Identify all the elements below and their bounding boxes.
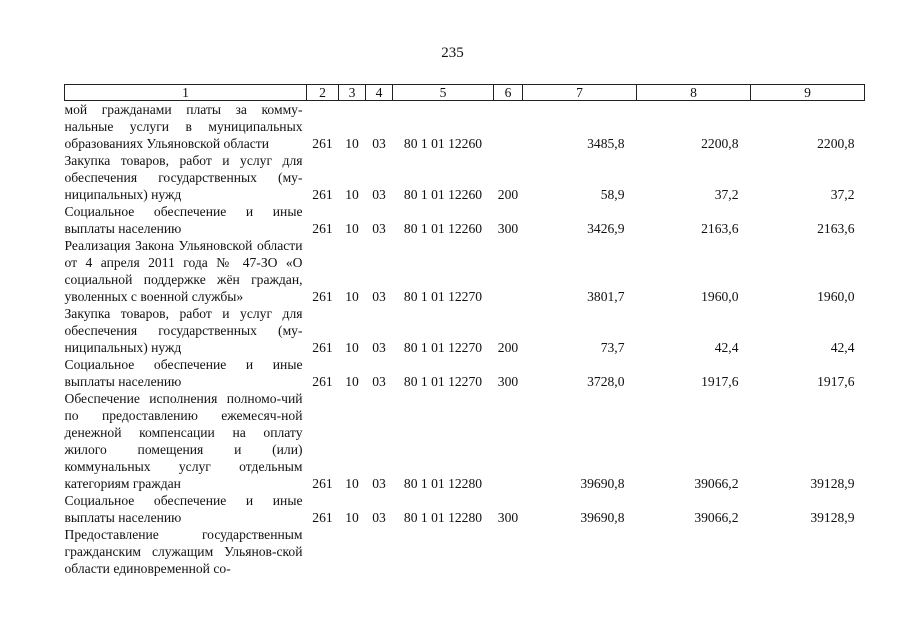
table-row bbox=[65, 356, 865, 390]
section-code-cell: 10 bbox=[345, 187, 359, 202]
amount-cell: 3426,9 bbox=[587, 221, 625, 236]
description-cell: Социальное обеспечение и иные выплаты населению bbox=[64, 204, 303, 236]
description-cell: Предоставление государственным гражданским служащим Ульянов-ской области единовременной со- bbox=[64, 527, 303, 576]
expense-type-cell: 300 bbox=[497, 374, 519, 389]
amount-cell: 73,7 bbox=[600, 340, 625, 355]
section-code-cell: 10 bbox=[345, 289, 359, 304]
subsection-code-cell: 03 bbox=[372, 289, 386, 304]
expense-type-cell: 300 bbox=[497, 510, 519, 525]
column-header: 7 bbox=[523, 85, 637, 101]
section-code-cell bbox=[339, 526, 366, 577]
table-row bbox=[65, 237, 865, 305]
description-cell: Закупка товаров, работ и услуг для обеспечения государственных (му-ниципальных) нужд bbox=[64, 153, 303, 202]
expense-type-cell bbox=[494, 526, 523, 577]
ministry-code-cell: 261 bbox=[312, 136, 333, 151]
column-header: 9 bbox=[751, 85, 865, 101]
expense-type-cell: 300 bbox=[497, 221, 519, 236]
amount-cell: 37,2 bbox=[830, 187, 855, 202]
amount-cell: 39690,8 bbox=[580, 510, 625, 525]
target-article-cell: 80 1 01 12260 bbox=[403, 187, 483, 202]
amount-cell: 42,4 bbox=[830, 340, 855, 355]
amount-cell: 37,2 bbox=[714, 187, 739, 202]
table-row bbox=[65, 203, 865, 237]
table-row bbox=[65, 390, 865, 492]
target-article-cell: 80 1 01 12280 bbox=[403, 510, 483, 525]
target-article-cell: 80 1 01 12260 bbox=[403, 136, 483, 151]
ministry-code-cell: 261 bbox=[312, 340, 333, 355]
amount-cell bbox=[523, 526, 637, 577]
expense-type-cell bbox=[494, 390, 523, 492]
amount-cell: 3485,8 bbox=[587, 136, 625, 151]
column-header: 3 bbox=[339, 85, 366, 101]
subsection-code-cell: 03 bbox=[372, 221, 386, 236]
expense-type-cell bbox=[494, 101, 523, 153]
amount-cell: 1960,0 bbox=[817, 289, 855, 304]
description-cell: Социальное обеспечение и иные выплаты населению bbox=[64, 357, 303, 389]
column-header: 6 bbox=[494, 85, 523, 101]
column-header: 2 bbox=[307, 85, 339, 101]
subsection-code-cell: 03 bbox=[372, 187, 386, 202]
section-code-cell: 10 bbox=[345, 136, 359, 151]
subsection-code-cell: 03 bbox=[372, 510, 386, 525]
amount-cell: 1960,0 bbox=[701, 289, 739, 304]
ministry-code-cell: 261 bbox=[312, 289, 333, 304]
table-row bbox=[65, 305, 865, 356]
target-article-cell: 80 1 01 12280 bbox=[403, 476, 483, 491]
amount-cell: 1917,6 bbox=[817, 374, 855, 389]
amount-cell: 2163,6 bbox=[817, 221, 855, 236]
ministry-code-cell: 261 bbox=[312, 510, 333, 525]
description-cell: Обеспечение исполнения полномо-чий по предоставлению ежемесяч-ной денежной компенсации на оплату жилого помещения и (или) коммунальных услуг отдельным категориям граждан bbox=[64, 391, 303, 491]
target-article-cell: 80 1 01 12270 bbox=[403, 289, 483, 304]
target-article-cell bbox=[393, 526, 494, 577]
section-code-cell: 10 bbox=[345, 221, 359, 236]
section-code-cell: 10 bbox=[345, 374, 359, 389]
expense-type-cell: 200 bbox=[497, 187, 519, 202]
budget-table bbox=[64, 84, 865, 577]
target-article-cell: 80 1 01 12270 bbox=[403, 340, 483, 355]
expense-type-cell: 200 bbox=[497, 340, 519, 355]
amount-cell: 1917,6 bbox=[701, 374, 739, 389]
subsection-code-cell: 03 bbox=[372, 136, 386, 151]
section-code-cell: 10 bbox=[345, 340, 359, 355]
subsection-code-cell: 03 bbox=[372, 476, 386, 491]
amount-cell: 39066,2 bbox=[694, 510, 739, 525]
target-article-cell: 80 1 01 12270 bbox=[403, 374, 483, 389]
description-cell: мой гражданами платы за комму-нальные услуги в муниципальных образованиях Ульяновской области bbox=[64, 102, 303, 151]
ministry-code-cell: 261 bbox=[312, 374, 333, 389]
description-cell: Социальное обеспечение и иные выплаты населению bbox=[64, 493, 303, 525]
ministry-code-cell bbox=[307, 526, 339, 577]
table-row bbox=[65, 526, 865, 577]
amount-cell: 3728,0 bbox=[587, 374, 625, 389]
target-article-cell: 80 1 01 12260 bbox=[403, 221, 483, 236]
amount-cell: 39690,8 bbox=[580, 476, 625, 491]
subsection-code-cell bbox=[366, 526, 393, 577]
section-code-cell: 10 bbox=[345, 476, 359, 491]
column-header: 5 bbox=[393, 85, 494, 101]
subsection-code-cell: 03 bbox=[372, 374, 386, 389]
table-row bbox=[65, 492, 865, 526]
amount-cell: 39066,2 bbox=[694, 476, 739, 491]
ministry-code-cell: 261 bbox=[312, 476, 333, 491]
description-cell: Реализация Закона Ульяновской области от 4 апреля 2011 года № 47-ЗО «О социальной поддержке жён граждан, уволенных с военной службы» bbox=[64, 238, 303, 304]
page-number: 235 bbox=[441, 45, 464, 61]
amount-cell: 2200,8 bbox=[817, 136, 855, 151]
column-header: 1 bbox=[65, 85, 307, 101]
column-header: 8 bbox=[637, 85, 751, 101]
amount-cell bbox=[751, 526, 865, 577]
amount-cell: 39128,9 bbox=[810, 510, 855, 525]
ministry-code-cell: 261 bbox=[312, 221, 333, 236]
description-cell: Закупка товаров, работ и услуг для обеспечения государственных (му-ниципальных) нужд bbox=[64, 306, 303, 355]
table-row bbox=[65, 152, 865, 203]
header-row bbox=[65, 85, 865, 101]
amount-cell: 2163,6 bbox=[701, 221, 739, 236]
ministry-code-cell: 261 bbox=[312, 187, 333, 202]
amount-cell bbox=[637, 526, 751, 577]
subsection-code-cell: 03 bbox=[372, 340, 386, 355]
amount-cell: 42,4 bbox=[714, 340, 739, 355]
amount-cell: 58,9 bbox=[600, 187, 625, 202]
amount-cell: 3801,7 bbox=[587, 289, 625, 304]
table-row bbox=[65, 101, 865, 153]
amount-cell: 39128,9 bbox=[810, 476, 855, 491]
section-code-cell: 10 bbox=[345, 510, 359, 525]
expense-type-cell bbox=[494, 237, 523, 305]
column-header: 4 bbox=[366, 85, 393, 101]
amount-cell: 2200,8 bbox=[701, 136, 739, 151]
